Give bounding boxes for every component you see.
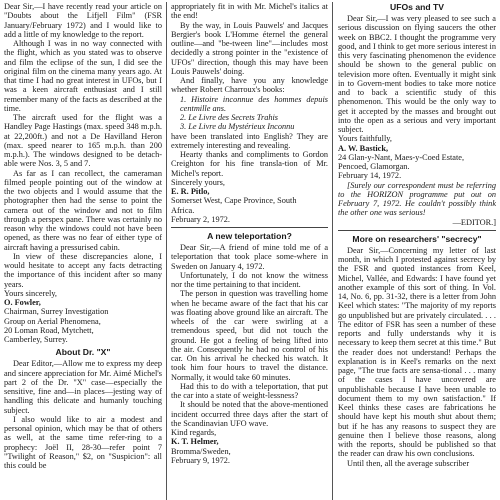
editor-sign: —EDITOR.] xyxy=(452,217,496,227)
letter-signature: K. T. Helmer, xyxy=(171,437,219,447)
letter-paragraph: Dear Sir,—A friend of mine told me of a teleportation that took place some-where in Sweden on January 4, 1972. xyxy=(171,243,328,271)
list-item xyxy=(180,122,328,131)
letter-paragraph: Until then, all the average subscriber xyxy=(347,458,470,468)
letter-address-line: 20 Loman Road, Mytchett, xyxy=(4,325,94,335)
letter-address-line: 24 Glan-y-Nant, Maes-y-Coed Estate, xyxy=(338,152,465,162)
letter-address-line: Group on Aerial Phenomena, xyxy=(4,316,101,326)
letter-paragraph: Dear Sir,—I was very pleased to see such a serious discussion on flying saucers the other week on BBC2. I thought the programme very good, and I think to get more serious interest in this very fascinating phenomenon the evidence should be shown to the general public on television more often. Eventually it might sink in to Govern-ment bodies to take more notice and to back a scientific study of this phenomenon. This would be the only way to get it accepted by the masses and brought out into the open as a serious and very important subject. xyxy=(338,14,496,134)
letter-signature: E. R. Pitlo, xyxy=(171,187,210,196)
letter-signature: O. Fowler, xyxy=(4,298,41,307)
book-title: 2. Le Livre des Secrets Trahis xyxy=(180,113,279,122)
section-heading-dr-x: About Dr. "X" xyxy=(55,347,111,358)
letter-paragraph: appropriately fit in with Mr. Michel's italics at the end! xyxy=(171,2,328,21)
letter-paragraph: The aircraft used for the flight was a Handley Page Hastings (max. speed 348 m.p.h. at 22,200ft.) and not a De Havilland Heron (max. speed nearer to 165 m.p.h. than 200 m.p.h.). The windows designed to be detach-able were Nos. 3, 5 and 7. xyxy=(4,113,162,169)
letter-teleportation xyxy=(171,243,328,465)
letter-address-line: Pencoed, Glamorgan. xyxy=(338,162,410,171)
book-title: 3. Le Livre du Mystérieux Inconnu xyxy=(180,122,295,132)
letter-paragraph xyxy=(4,2,162,39)
letter-closing: Yours faithfully, xyxy=(338,134,392,144)
letter-paragraph: The person in question was travelling home when he became aware of the fact that his car was floating above ground like an aircraft. The wheels of the car were swirling at a tremendous speed, but did not touch the ground. He got a feeling of being lifted into the air. Consequently he had no control of his car. On his arrival he checked his watch. It took him four hours to travel the distance. Normally, it would take 60 minutes. xyxy=(171,289,328,382)
letter-paragraph: In view of these discrepancies alone, I would hesitate to accept any facts detracting the importance of this incident after so many years. xyxy=(4,251,162,289)
letter-paragraph: Although I was in no way connected with the flight, which as you stated was to observe and film the eclipse of the sun, I did see the original film on the cinema many years ago. At that time I had no great interest in UFOs, but I was a keen aircraft enthusiast and I still remember many of the facts as described at the time. xyxy=(4,39,162,113)
letter-dr-x xyxy=(4,359,162,470)
letter-address-line: Somerset West, Cape Province, South xyxy=(171,196,297,206)
letter-paragraph: Dear Editor,—Allow me to express my deep and sincere appreciation for Mr. Aimé Michel's part 2 of the Dr. "X" case—especially the sensitive, fine and—in places—jesting way of handling this delicate and humanly touching subject. xyxy=(4,359,162,415)
column-3 xyxy=(332,2,496,500)
divider xyxy=(338,230,496,231)
letter-address-line: Bromma/Sweden, xyxy=(171,446,231,456)
column-2 xyxy=(166,2,332,500)
section-heading-teleportation: A new teleportation? xyxy=(207,231,292,241)
letter-date: February 9, 1972. xyxy=(171,455,230,465)
letter-date: February 14, 1972. xyxy=(338,171,402,181)
letter-secrecy xyxy=(338,246,496,468)
list-item xyxy=(180,95,328,114)
letter-paragraph: By the way, in Louis Pauwels' and Jacques Bergier's book L'Homme éternel the general outline—and "be-tween line"—includes most decidedly a strong pointer in the "existence of UFOs" direction, though this may have been Louis Pauwels' doing. xyxy=(171,20,328,76)
letter-paragraph: Dear Sir,—Concerning my letter of last month, in which I protested against secrecy by the FSR and quoted instances from Keel, Michel, Vallée, and Edwards: I have found yet another example of this sort of thing. In Vol. 14, No. 6, pp. 31-32, there is a letter from John Keel which states: "The majority of my reports go unpublished but are privately circulated. . . . The editor of FSR has seen a number of these reports and fully understands why it is necessary to keep them secret at this time." But the reader does not understand! Perhaps the explanation is in Keel's remarks on the next page, "The true facts are sensa-tional . . . many of the cases I have uncovered are unpublishable because I have been unable to document them to my own satisfaction." If Keel thinks these cases are fabrications he should have kept his mouth shut about them; but if he has any reasons to suspect they are genuine then I believe those reasons, along with the reports, should be published so that the reader can draw his own conclusions. xyxy=(338,245,496,459)
letter-closing: Kind regards, xyxy=(171,428,217,437)
column-1 xyxy=(4,2,166,500)
letter-date: February 2, 1972. xyxy=(171,214,230,224)
letter-paragraph: have been translated into English? They are extremely interesting and revealing. xyxy=(171,131,328,150)
letter-paragraph: It should be noted that the above-mentioned incident occurred three days after the start of the Scandinavian UFO wave. xyxy=(171,400,328,428)
letter-address-line: Africa. xyxy=(171,205,195,215)
salutation: Dear Sir, xyxy=(4,2,35,11)
divider xyxy=(171,227,328,228)
letter-paragraph: I also would like to air a modest and personal opinion, which may be that of others as well, at the same time refer-ring to a prophecy: Joël II, 28-30—refer point 7 "Twilight of Reason," $2, on "Suspicion": all this could be xyxy=(4,414,162,470)
section-heading-ufos-tv: UFOs and TV xyxy=(390,2,444,12)
letter-paragraph: Unfortunately, I do not know the witness nor the time pertaining to that incident. xyxy=(171,270,328,289)
paragraph-text: —I have recently read your article on "Doubts about the Lifjell Film" (FSR January/February 1972) and I would like to add a little of my knowledge to the report. xyxy=(4,2,162,39)
list-item xyxy=(180,113,328,122)
book-title: 1. Histoire inconnue des hommes depuis centmille ans. xyxy=(180,94,328,113)
letter-closing: Sincerely yours, xyxy=(171,177,225,187)
letter-closing: Yours sincerely, xyxy=(4,288,58,298)
letter-address-line: Camberley, Surrey. xyxy=(4,335,68,344)
letter-dr-x-continued xyxy=(171,2,328,224)
letter-lifjell-film xyxy=(4,2,162,344)
letter-paragraph: Hearty thanks and compliments to Gordon Creighton for his fine transla-tion of Mr. Michel's report. xyxy=(171,150,328,178)
section-heading-secrecy: More on researchers' "secrecy" xyxy=(352,233,482,244)
letter-paragraph: Had this to do with a teleportation, that put the car into a state of weight-lessness? xyxy=(171,381,328,400)
letter-paragraph: And finally, have you any knowledge whether Robert Charroux's books: xyxy=(171,76,328,95)
editor-note: [Surely our correspondent must be referring to the HORIZON programme put out on February 7, 1972. He couldn't possibly think the other one was serious! xyxy=(338,180,496,218)
book-list xyxy=(171,95,328,132)
letter-paragraph: As far as I can recollect, the cameraman filmed people pointing out of the window at the two objects and I would assume that the photographer then had the sense to point the camera out of the window and not to film through a perspex pane. There was certainly no reason why the windows could not have been opened, as there was no fear of either type of aircraft having a pressurised cabin. xyxy=(4,168,162,252)
letter-signature: A. W. Bastick, xyxy=(338,143,389,153)
letter-address-line: Chairman, Surrey Investigation xyxy=(4,307,109,317)
letter-ufos-tv xyxy=(338,14,496,227)
